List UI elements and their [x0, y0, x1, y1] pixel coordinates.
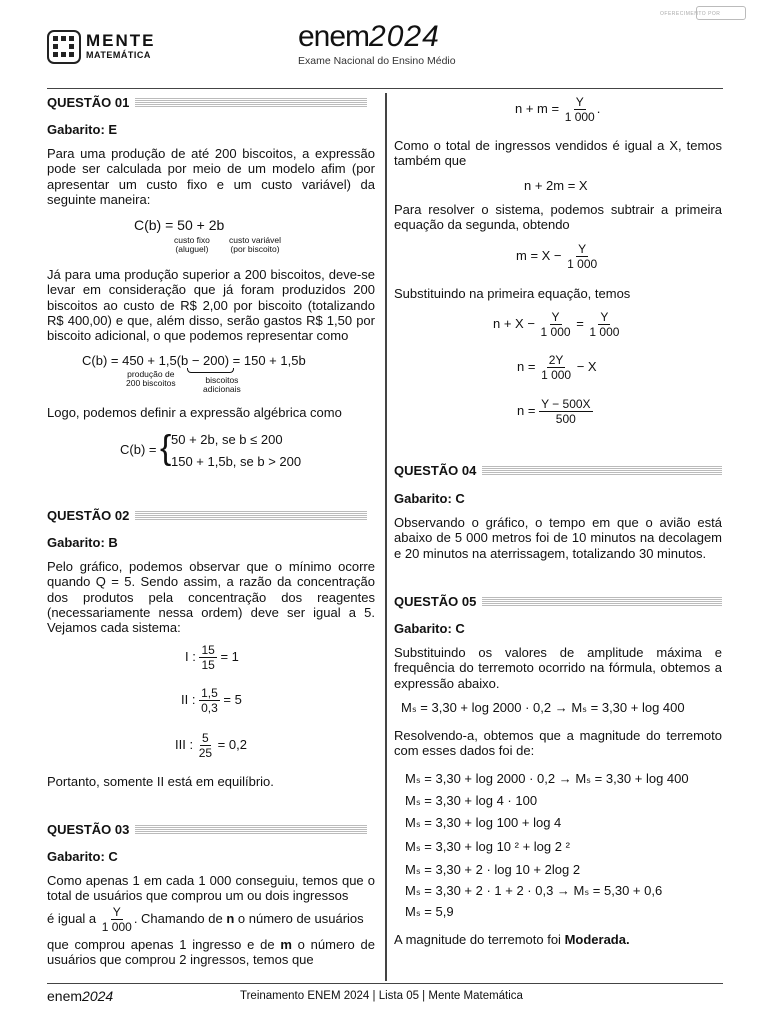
q3-eq6-den: 500 [555, 412, 576, 426]
q3-paragraph-3 [47, 937, 375, 968]
q3-eq3-num: Y [578, 242, 587, 256]
q1-paragraph-2: Já para uma produção superior a 200 biscoitos, deve-se levar em consideração que já foram produzidos 200 biscoitos ao custo de R$ 2,00 por biscoito (totalizando R$ 400,00) e que, além disso, serão gastos R$ 1,50 por biscoito adicional, o que podemos representar como [47, 267, 375, 344]
mente-matematica-logo-icon [47, 30, 81, 64]
footer-text: Treinamento ENEM 2024 | Lista 05 | Mente Matemática [240, 990, 523, 1002]
q3-p3a: que comprou apenas 1 ingresso e de [47, 937, 275, 952]
q3-gabarito: Gabarito: C [47, 849, 118, 864]
q3-paragraph-6: Substituindo na primeira equação, temos [394, 286, 631, 301]
q3-eq1-end: . [596, 100, 601, 116]
q2-s3-result: = 0,2 [217, 736, 247, 752]
q3-eq3-lhs: m = X − [516, 247, 562, 263]
q5-line: Mₛ = 3,30 + log 10 ² + log 2 ² [405, 839, 570, 854]
q2-title [47, 508, 367, 523]
brand-bottom: MATEMÁTICA [86, 50, 151, 60]
q1-case-1: 50 + 2b, se b ≤ 200 [171, 432, 283, 447]
q1-title [47, 95, 367, 110]
q2-paragraph-2: Portanto, somente II está em equilíbrio. [47, 774, 274, 789]
q3-eq5-lhs: n = [517, 358, 536, 374]
q3-eq1-num: Y [575, 95, 584, 109]
q5-equation-0: Mₛ = 3,30 + log 2000 · 0,2 → Mₛ = 3,30 + log 400 [401, 700, 685, 715]
q1-title-text: QUESTÃO 01 [47, 95, 130, 110]
q2-s2-fraction [199, 686, 220, 715]
q3-title-stripes [135, 825, 367, 834]
q5-gabarito: Gabarito: C [394, 621, 465, 636]
q3-eq1-lhs: n + m = [515, 100, 560, 116]
q1-title-stripes [135, 98, 367, 107]
q2-s2-den: 0,3 [201, 701, 218, 715]
q2-s3-label: III : [175, 736, 194, 752]
q3-p2-fraction [100, 905, 134, 934]
q2-s3-fraction [197, 731, 214, 760]
q3-eq4-num1: Y [551, 310, 560, 324]
footer-divider [47, 983, 723, 984]
q1-label-fixed-cost: custo fixo (aluguel) [174, 235, 210, 254]
q1-gabarito: Gabarito: E [47, 122, 118, 137]
footer-enem-logo [47, 988, 113, 1004]
q2-s2-result: = 5 [223, 691, 242, 707]
q2-system-2 [181, 686, 242, 715]
q3-paragraph-5: Para resolver o sistema, podemos subtrair a primeira equação da segunda, obtendo [394, 202, 722, 233]
q5-paragraph-2: Resolvendo-a, obtemos que a magnitude do terremoto com esses dados foi de: [394, 728, 722, 759]
q3-p2c: o número de usuários [237, 910, 364, 926]
q1-paragraph-1: Para uma produção de até 200 biscoitos, a expressão pode ser calculada por meio de um modelo afim (por apresentar um custo fixo e um custo variável) da seguinte maneira: [47, 146, 375, 207]
header-divider [47, 88, 723, 89]
q1-cases-brace: { [160, 429, 172, 467]
q4-title-stripes [482, 466, 722, 475]
q3-title-text: QUESTÃO 03 [47, 822, 130, 837]
q2-title-stripes [135, 511, 367, 520]
q1-case-2: 150 + 1,5b, se b > 200 [171, 454, 302, 469]
q1-equation-1: C(b) = 50 + 2b [134, 217, 225, 233]
q3-p2-num: Y [112, 905, 121, 919]
q1-paragraph-3: Logo, podemos definir a expressão algébrica como [47, 405, 342, 420]
footer-enem-word: enem [47, 988, 83, 1004]
q5-paragraph-3 [394, 932, 722, 947]
enem-logo [298, 20, 440, 54]
sponsor-logo-icon [696, 6, 746, 20]
q5-p3b: Moderada. [564, 932, 630, 947]
q2-system-1 [185, 643, 239, 672]
q2-s1-label: I : [185, 648, 196, 664]
q3-eq5-fraction [539, 353, 573, 382]
q5-line: Mₛ = 3,30 + log 2000 · 0,2 → Mₛ = 3,30 + log 400 [405, 771, 689, 786]
q3-eq1-den: 1 000 [564, 110, 595, 124]
q1-equation-3-lhs: C(b) = [120, 442, 157, 457]
footer-enem-year: 2024 [82, 988, 114, 1004]
q3-m-var: m [280, 937, 292, 952]
brand-top: MENTE [86, 31, 156, 50]
q5-line: Mₛ = 5,9 [405, 904, 454, 919]
q2-s1-den: 15 [201, 658, 215, 672]
q1-label-additional: biscoitos adicionais [203, 375, 241, 394]
q3-n-var: n [226, 910, 235, 926]
q1-label-variable-cost: custo variável (por biscoito) [229, 235, 281, 254]
q3-eq6-num: Y − 500X [541, 397, 591, 411]
q4-title [394, 463, 722, 478]
q3-paragraph-4: Como o total de ingressos vendidos é igual a X, temos também que [394, 138, 722, 169]
q2-s1-result: = 1 [220, 648, 239, 664]
q2-s1-num: 15 [201, 643, 215, 657]
q2-gabarito: Gabarito: B [47, 535, 118, 550]
page-header [0, 0, 768, 90]
q2-s3-den: 25 [198, 746, 213, 760]
q2-s1-fraction [199, 643, 216, 672]
column-divider [385, 93, 387, 981]
q4-gabarito: Gabarito: C [394, 491, 465, 506]
q3-eq5-end: − X [576, 358, 597, 374]
q3-equation-3 [516, 242, 599, 271]
q3-p3b: o número de usuários que comprou 2 ingressos, temos que [47, 937, 375, 968]
enem-word: enem [298, 20, 370, 53]
q2-s3-num: 5 [202, 731, 209, 745]
q3-eq6-fraction [539, 397, 593, 426]
q5-line: Mₛ = 3,30 + 2 · 1 + 2 · 0,3 → Mₛ = 5,30 + 0,6 [405, 883, 663, 898]
q5-title [394, 594, 722, 609]
q3-paragraph-1: Como apenas 1 em cada 1 000 conseguiu, temos que o total de usuários que comprou um ou dois ingressos [47, 873, 375, 904]
q4-paragraph-1: Observando o gráfico, o tempo em que o avião está abaixo de 5 000 metros foi de 10 minutos na decolagem e 20 minutos na aterrissagem, totalizando 30 minutos. [394, 515, 722, 561]
q5-line: Mₛ = 3,30 + log 100 + log 4 [405, 815, 562, 830]
q3-p2-den: 1 000 [101, 920, 132, 934]
q3-eq5-num: 2Y [548, 353, 564, 367]
q5-p3a: A magnitude do terremoto foi [394, 932, 561, 947]
enem-year: 2024 [369, 20, 440, 53]
q5-line: Mₛ = 3,30 + 2 · log 10 + 2log 2 [405, 862, 581, 877]
q3-eq4-mid: = [576, 315, 584, 331]
q3-eq3-fraction [565, 242, 599, 271]
q3-eq4-den1: 1 000 [540, 325, 571, 339]
q3-p2b: . Chamando de [133, 910, 223, 926]
q3-title [47, 822, 367, 837]
q3-eq4-fraction-1 [539, 310, 573, 339]
q3-eq1-fraction [563, 95, 597, 124]
q3-eq5-den: 1 000 [541, 368, 572, 382]
brand-name [86, 32, 156, 61]
q3-equation-6 [517, 397, 593, 426]
q2-system-3 [175, 731, 247, 760]
q2-s2-num: 1,5 [201, 686, 218, 700]
q1-brace-adicionais [187, 368, 234, 373]
q5-paragraph-1: Substituindo os valores de amplitude máxima e frequência do terremoto ocorrido na fórmula, obtemos a expressão abaixo. [394, 645, 722, 691]
q5-title-stripes [482, 597, 722, 606]
q3-equation-5 [517, 353, 597, 382]
q3-eq4-den2: 1 000 [589, 325, 620, 339]
q2-s2-label: II : [181, 691, 196, 707]
q3-eq4-num2: Y [600, 310, 609, 324]
q5-title-text: QUESTÃO 05 [394, 594, 477, 609]
q2-paragraph-1: Pelo gráfico, podemos observar que o mínimo ocorre quando Q = 5. Sendo assim, a razão da concentração dos produtos pela concentração dos reagentes (necessariamente nessa ordem) deve ser igual a 5. Vejamos cada sistema: [47, 559, 375, 636]
q3-equation-4 [493, 310, 621, 339]
q3-p2a: é igual a [47, 910, 97, 926]
q3-eq6-lhs: n = [517, 402, 536, 418]
sponsor-label: OFERECIMENTO POR [660, 11, 721, 17]
q5-line: Mₛ = 3,30 + log 4 · 100 [405, 793, 538, 808]
q3-eq4-lhs: n + X − [493, 315, 535, 331]
q3-eq3-den: 1 000 [567, 257, 598, 271]
q3-equation-2: n + 2m = X [524, 178, 588, 193]
q4-title-text: QUESTÃO 04 [394, 463, 477, 478]
exam-subtitle: Exame Nacional do Ensino Médio [298, 55, 456, 67]
q2-title-text: QUESTÃO 02 [47, 508, 130, 523]
q1-equation-2: C(b) = 450 + 1,5(b − 200) = 150 + 1,5b [82, 353, 306, 368]
q3-equation-1 [515, 95, 600, 124]
q1-label-production: produção de 200 biscoitos [126, 369, 176, 388]
q3-eq4-fraction-2 [587, 310, 621, 339]
q3-paragraph-2 [47, 905, 375, 934]
